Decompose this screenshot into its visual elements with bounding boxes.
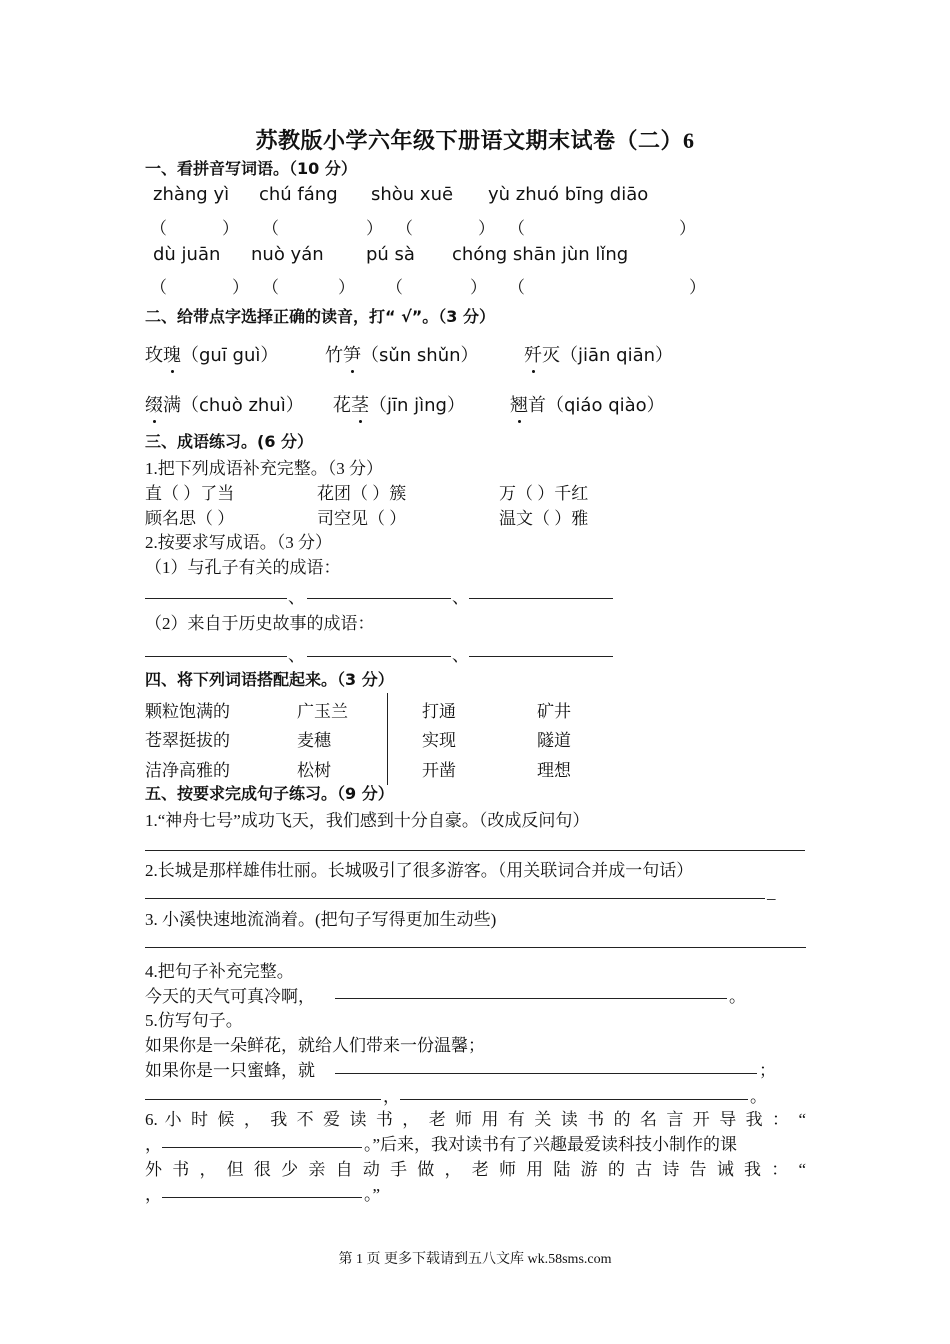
s5-q5-period: 。 xyxy=(750,1087,767,1106)
idiom-6[interactable]: 温文（ ）雅 xyxy=(499,509,589,528)
blank-8-open[interactable]: （ xyxy=(508,278,525,298)
pinyin-2: chú fáng xyxy=(259,184,338,205)
dotted-char: 瑰 xyxy=(163,341,181,367)
s5-q4-end: 。 xyxy=(729,987,746,1006)
s5-q5-prompt: 如果你是一只蜜蜂，就 xyxy=(145,1061,315,1080)
reading-item-4[interactable] xyxy=(145,391,304,417)
blank-1-close: ） xyxy=(222,219,239,239)
pinyin-4: yù zhuó bīng diāo xyxy=(488,184,649,205)
blank-8-close: ） xyxy=(689,278,706,298)
s5-q6-line-1: 6. 小 时 候 ， 我 不 爱 读 书 ， 老 师 用 有 关 读 书 的 名 言 开 导 我 ： “ xyxy=(145,1110,806,1129)
pinyin-5: dù juān xyxy=(153,244,221,265)
s3-sub-1: （1）与孔子有关的成语： xyxy=(145,558,341,577)
s5-question-1: 1.“神舟七号”成功飞天，我们感到十分自豪。（改成反问句） xyxy=(145,811,590,830)
blank-4-open[interactable]: （ xyxy=(508,219,525,239)
reading-item-5[interactable] xyxy=(333,391,465,417)
answer-line[interactable] xyxy=(469,656,613,657)
answer-line[interactable] xyxy=(145,850,805,851)
pinyin-8: chóng shān jùn lǐng xyxy=(452,244,629,265)
answer-line[interactable] xyxy=(145,947,806,948)
reading-pre: 玫 xyxy=(145,345,163,365)
separator: 、 xyxy=(452,588,469,607)
pinyin-6: nuò yán xyxy=(251,244,324,265)
blank-6-open[interactable]: （ xyxy=(262,278,279,298)
blank-7-close: ） xyxy=(470,278,487,298)
match-word[interactable]: 颗粒饱满的 xyxy=(145,702,230,721)
section-2-heading: 二、给带点字选择正确的读音，打“ √”。（3 分） xyxy=(145,307,495,326)
answer-line[interactable] xyxy=(335,1073,757,1074)
s5-q5-example: 如果你是一朵鲜花，就给人们带来一份温馨； xyxy=(145,1036,485,1055)
match-word[interactable]: 开凿 xyxy=(422,761,456,780)
answer-line[interactable] xyxy=(400,1099,748,1100)
blank-2-open[interactable]: （ xyxy=(262,219,279,239)
reading-post: 灭 xyxy=(542,345,560,365)
idiom-2[interactable]: 花团（ ）簇 xyxy=(317,484,407,503)
reading-pinyin: （chuò zhuì） xyxy=(181,395,304,416)
answer-line[interactable] xyxy=(145,598,287,599)
match-word[interactable]: 实现 xyxy=(422,731,456,750)
blank-5-close: ） xyxy=(232,278,249,298)
answer-line[interactable] xyxy=(469,598,613,599)
answer-line[interactable] xyxy=(335,998,727,999)
blank-3-close: ） xyxy=(478,219,495,239)
reading-pre: 竹 xyxy=(325,345,343,365)
answer-line[interactable] xyxy=(162,1197,362,1198)
answer-line[interactable] xyxy=(145,656,287,657)
page-footer: 第 1 页 更多下载请到五八文库 wk.58sms.com xyxy=(338,1252,612,1267)
blank-6-close: ） xyxy=(338,278,355,298)
match-word[interactable]: 广玉兰 xyxy=(297,702,348,721)
match-word[interactable]: 松树 xyxy=(297,761,331,780)
reading-pinyin: （sǔn shǔn） xyxy=(361,345,479,366)
separator: 、 xyxy=(288,646,305,665)
underscore-mark: _ xyxy=(767,883,776,902)
reading-post: 满 xyxy=(163,395,181,415)
dotted-char: 歼 xyxy=(524,341,542,367)
s5-q5-comma: ， xyxy=(383,1087,400,1106)
section-5-heading: 五、按要求完成句子练习。（9 分） xyxy=(145,784,394,803)
separator: 、 xyxy=(452,646,469,665)
answer-line[interactable] xyxy=(307,598,451,599)
match-word[interactable]: 矿井 xyxy=(537,702,571,721)
s5-q6-comma: ， xyxy=(145,1185,162,1204)
reading-pinyin: （jiān qiān） xyxy=(560,345,674,366)
reading-pinyin: （jīn jìng） xyxy=(369,395,465,416)
answer-line[interactable] xyxy=(145,1099,381,1100)
divider-line xyxy=(387,693,388,785)
reading-item-3[interactable] xyxy=(524,341,673,367)
match-word[interactable]: 隧道 xyxy=(537,731,571,750)
section-4-heading: 四、将下列词语搭配起来。（3 分） xyxy=(145,670,394,689)
s5-q6-line-2: 。”后来，我对读书有了兴趣最爱读科技小制作的课 xyxy=(364,1135,738,1154)
s5-question-5: 5.仿写句子。 xyxy=(145,1011,243,1030)
match-word[interactable]: 理想 xyxy=(537,761,571,780)
reading-pre: 花 xyxy=(333,395,351,415)
s3-question-1: 1.把下列成语补充完整。（3 分） xyxy=(145,459,383,478)
match-word[interactable]: 苍翠挺拔的 xyxy=(145,731,230,750)
match-word[interactable]: 麦穗 xyxy=(297,731,331,750)
answer-line[interactable] xyxy=(162,1147,362,1148)
idiom-4[interactable]: 顾名思（ ） xyxy=(145,509,235,528)
blank-2-close: ） xyxy=(366,219,383,239)
s5-q6-comma: ， xyxy=(145,1135,162,1154)
idiom-1[interactable]: 直（ ）了当 xyxy=(145,484,235,503)
idiom-5[interactable]: 司空见（ ） xyxy=(317,509,407,528)
s5-question-3: 3. 小溪快速地流淌着。(把句子写得更加生动些) xyxy=(145,910,497,929)
blank-7-open[interactable]: （ xyxy=(386,278,403,298)
match-word[interactable]: 打通 xyxy=(422,702,456,721)
reading-post: 首 xyxy=(528,395,546,415)
dotted-char: 缀 xyxy=(145,391,163,417)
s3-sub-2: （2）来自于历史故事的成语： xyxy=(145,614,375,633)
idiom-3[interactable]: 万（ ）千红 xyxy=(499,484,589,503)
blank-4-close: ） xyxy=(679,219,696,239)
dotted-char: 翘 xyxy=(510,391,528,417)
reading-item-2[interactable] xyxy=(325,341,479,367)
s5-question-2: 2.长城是那样雄伟壮丽。长城吸引了很多游客。（用关联词合并成一句话） xyxy=(145,861,694,880)
pinyin-3: shòu xuē xyxy=(371,184,454,205)
s5-q4-prompt: 今天的天气可真冷啊， xyxy=(145,987,315,1006)
blank-5-open[interactable]: （ xyxy=(150,278,167,298)
blank-1-open[interactable]: （ xyxy=(150,219,167,239)
dotted-char: 笋 xyxy=(343,341,361,367)
reading-pinyin: （guī guì） xyxy=(181,345,279,366)
blank-3-open[interactable]: （ xyxy=(396,219,413,239)
s5-q5-semicolon: ； xyxy=(759,1061,776,1080)
s5-q6-line-4: 。” xyxy=(364,1185,381,1204)
separator: 、 xyxy=(288,588,305,607)
answer-line[interactable] xyxy=(145,898,765,899)
answer-line[interactable] xyxy=(307,656,451,657)
s3-question-2: 2.按要求写成语。（3 分） xyxy=(145,533,332,552)
pinyin-1: zhàng yì xyxy=(153,184,230,205)
section-3-heading: 三、成语练习。(6 分） xyxy=(145,432,314,451)
section-1-heading: 一、看拼音写词语。（10 分） xyxy=(145,159,357,178)
s5-q6-line-3: 外 书 ， 但 很 少 亲 自 动 手 做 ， 老 师 用 陆 游 的 古 诗 告 诫 我 ： “ xyxy=(145,1160,806,1179)
match-word[interactable]: 洁净高雅的 xyxy=(145,761,230,780)
reading-item-6[interactable] xyxy=(510,391,665,417)
s5-question-4: 4.把句子补充完整。 xyxy=(145,962,294,981)
page-title: 苏教版小学六年级下册语文期末试卷（二）6 xyxy=(255,128,695,153)
reading-pinyin: （qiáo qiào） xyxy=(546,395,665,416)
dotted-char: 茎 xyxy=(351,391,369,417)
pinyin-7: pú sà xyxy=(366,244,415,265)
reading-item-1[interactable] xyxy=(145,341,278,367)
